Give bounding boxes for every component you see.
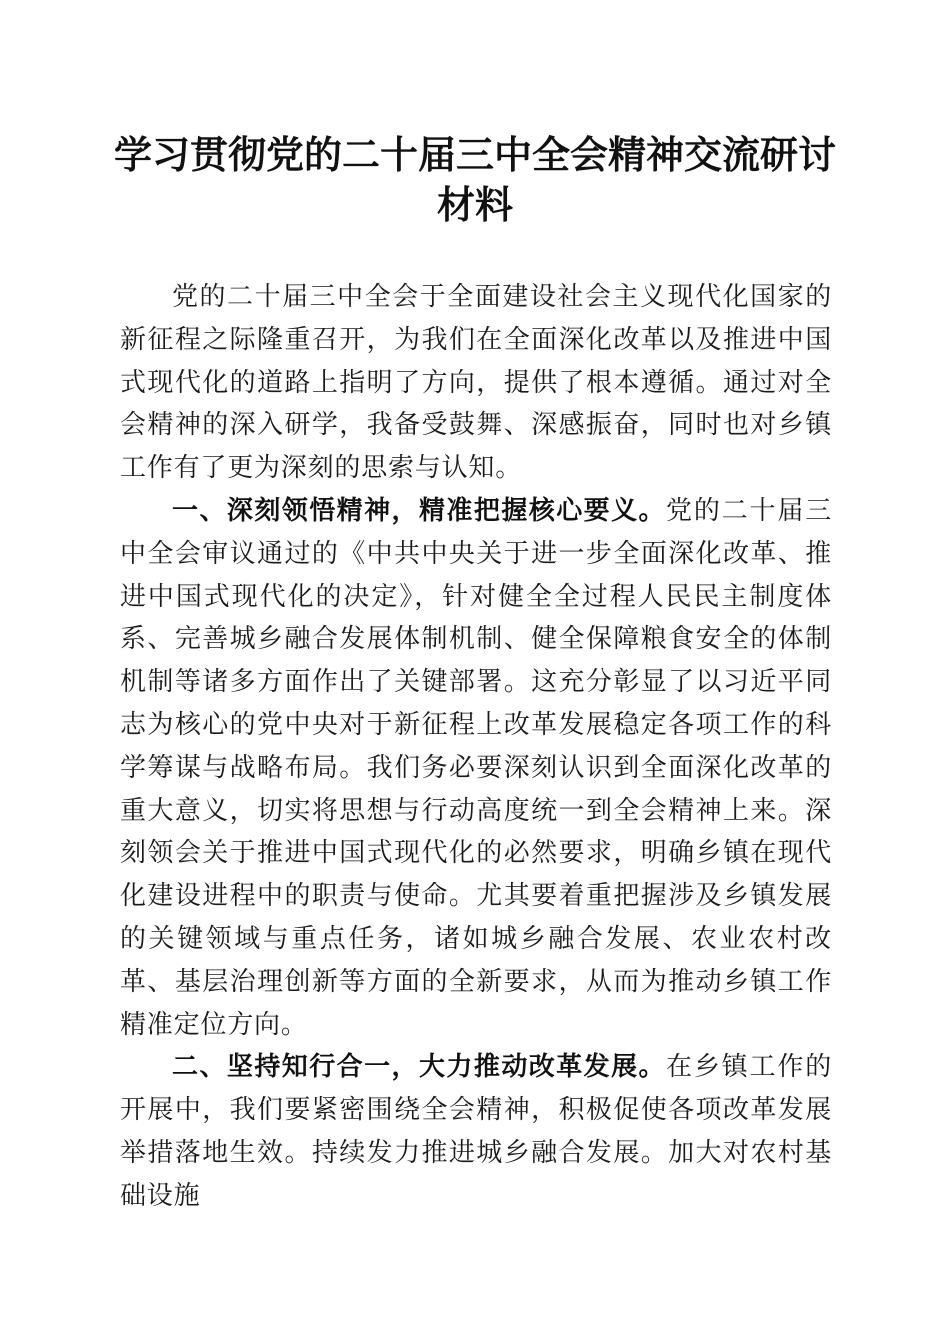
- intro-paragraph: [120, 276, 832, 490]
- paragraph-text: 在乡镇工作的开展中，我们要紧密围绕全会精神，积极促使各项改革发展举措落地生效。持续发力推进城乡融合发展。加大对农村基础设施: [120, 1052, 832, 1211]
- document-body: [120, 276, 832, 1218]
- document-title: 学习贯彻党的二十届三中全会精神交流研讨材料: [113, 132, 836, 227]
- section-1-paragraph: [120, 490, 832, 1046]
- section-1-heading: 一、深刻领悟精神，精准把握核心要义。: [172, 495, 666, 526]
- section-2-heading: 二、坚持知行合一，大力推动改革发展。: [172, 1052, 666, 1083]
- section-2-paragraph: [120, 1046, 832, 1217]
- paragraph-text: 党的二十届三中全会审议通过的《中共中央关于进一步全面深化改革、推进中国式现代化的决定》，针对健全全过程人民民主制度体系、完善城乡融合发展体制机制、健全保障粮食安全的体制机制等诸多方面作出了关键部署。这充分彰显了以习近平同志为核心的党中央对于新征程上改革发展稳定各项工作的科学筹谋与战略布局。我们务必要深刻认识到全面深化改革的重大意义，切实将思想与行动高度统一到全会精神上来。深刻领会关于推进中国式现代化的必然要求，明确乡镇在现代化建设进程中的职责与使命。尤其要着重把握涉及乡镇发展的关键领域与重点任务，诸如城乡融合发展、农业农村改革、基层治理创新等方面的全新要求，从而为推动乡镇工作精准定位方向。: [120, 495, 832, 1040]
- paragraph-text: 党的二十届三中全会于全面建设社会主义现代化国家的新征程之际隆重召开，为我们在全面深化改革以及推进中国式现代化的道路上指明了方向，提供了根本遵循。通过对全会精神的深入研学，我备受鼓舞、深感振奋，同时也对乡镇工作有了更为深刻的思索与认知。: [120, 282, 832, 484]
